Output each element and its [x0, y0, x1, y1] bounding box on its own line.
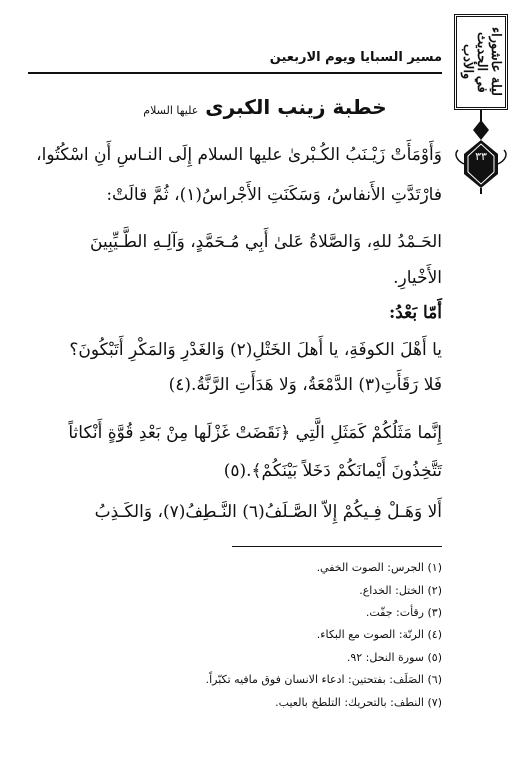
body-line: أَلا وَهَـلْ فِـيكُمْ إِلاّ الصَّـلَفُ(٦) النَّـطِفُ(٧)، وَالكَـذِبُ: [94, 502, 442, 522]
footnote: (٢) الختل: الخداع.: [359, 584, 442, 597]
body-line: تَتَّخِذُونَ أَيْمانَكُمْ دَخَلاً بَيْنَكُمْ﴾.(٥): [223, 461, 442, 481]
body-line: أَمّا بَعْدُ:: [388, 303, 442, 323]
body-line: الحَـمْدُ للهِ، وَالصَّلاةُ عَلىٰ أَبِي مُـحَمَّدٍ، وَآلِـهِ الطَّـيِّبِينَ: [90, 232, 442, 252]
footnote: (٥) سورة النحل: ٩٢.: [346, 651, 442, 664]
body-line: فَلا رَقَأَتِ(٣) الدَّمْعَةُ، وَلا هَدَأَتِ الرَّنَّةُ.(٤): [168, 375, 442, 395]
footnote: (٦) الصَلَف: بفتحتين: ادعاء الانسان فوق مافيه تكبّراً.: [205, 673, 442, 686]
body-line: وَأَوْمَأَتْ زَيْـنَبُ الكُـبْرىٰ عليها السلام إِلَى النـاسِ أَنِ اسْكُتُوا،: [36, 145, 442, 165]
footnote-rule: [232, 546, 442, 547]
title-honorific: عليها السلام: [143, 104, 199, 117]
footnote: (٧) النطف: بالتحريك: التلطخ بالعيب.: [275, 696, 442, 709]
ornament-calligraphy-box: [454, 14, 508, 110]
header-rule: [28, 72, 442, 74]
body-line: فارْتَدَّتِ الأَنفاسُ، وَسَكَنَتِ الأَجْراسُ(١)، ثُمَّ قالَتْ:: [106, 185, 442, 205]
footnote: (٤) الرنّة: الصوت مع البكاء.: [316, 628, 442, 641]
body-line: إِنَّما مَثَلُكُمْ كَمَثَلِ الَّتِي ﴿نَقَضَتْ غَزْلَها مِنْ بَعْدِ قُوَّةٍ أَنْكاثاً: [68, 423, 442, 443]
body-line: الأَخْيارِ.: [393, 268, 442, 288]
footnote: (٣) رقأت: جفّت.: [365, 606, 442, 619]
ornament-calligraphy: ليلة عاشوراء في الحديث والأدب: [460, 27, 503, 97]
body-line: يا أَهْلَ الكوفَةِ، يا أَهلَ الخَتْلِ(٢) وَالغَدْرِ وَالمَكْرِ أَتَبْكُونَ؟: [69, 340, 442, 360]
title-main: خطبة زينب الكبرى: [205, 95, 387, 119]
side-ornament: [448, 14, 514, 194]
section-title: [100, 95, 430, 119]
running-header: مسير السبايا ويوم الاربعين: [269, 50, 442, 65]
page-number: ٣٣: [475, 150, 487, 163]
footnote: (١) الجرس: الصوت الخفي.: [316, 561, 442, 574]
